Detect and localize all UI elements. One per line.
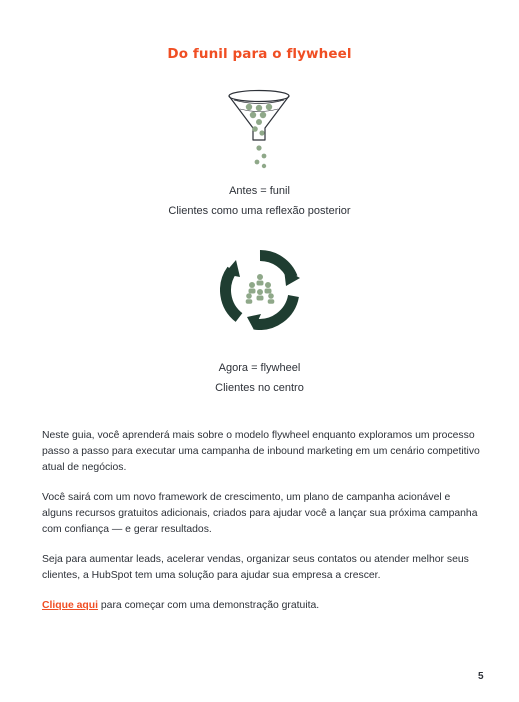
intro-paragraph: Neste guia, você aprenderá mais sobre o modelo flywheel enquanto exploramos um processo passo a passo para executar uma campanha de inbound marketing em um cenário competitivo atual de negócios. [42,430,480,473]
demo-link[interactable]: Clique aqui [42,600,98,611]
flywheel-caption-subtitle: Clientes no centro [215,382,304,394]
flywheel-caption-title: Agora = flywheel [218,362,301,374]
cta-text: para começar com uma demonstração gratuita. [98,600,320,611]
flywheel-caption [0,358,519,398]
hubspot-paragraph: Seja para aumentar leads, acelerar vendas, organizar seus contatos ou atender melhor seus clientes, a HubSpot tem uma solução para ajudar sua empresa a crescer. [42,554,469,581]
page-title: Do funil para o flywheel [167,46,352,62]
cta-paragraph [42,598,482,614]
page-number: 5 [478,671,484,682]
funnel-caption [0,181,519,221]
funnel-icon [226,88,292,170]
funnel-caption-title: Antes = funil [229,185,290,197]
framework-paragraph: Você sairá com um novo framework de crescimento, um plano de campanha acionável e alguns recursos gratuitos adicionais, criados para ajudar você a lançar sua próxima campanha com confiança — e gerar resultados. [42,492,478,535]
funnel-caption-subtitle: Clientes como uma reflexão posterior [168,205,351,217]
flywheel-icon [220,250,300,330]
